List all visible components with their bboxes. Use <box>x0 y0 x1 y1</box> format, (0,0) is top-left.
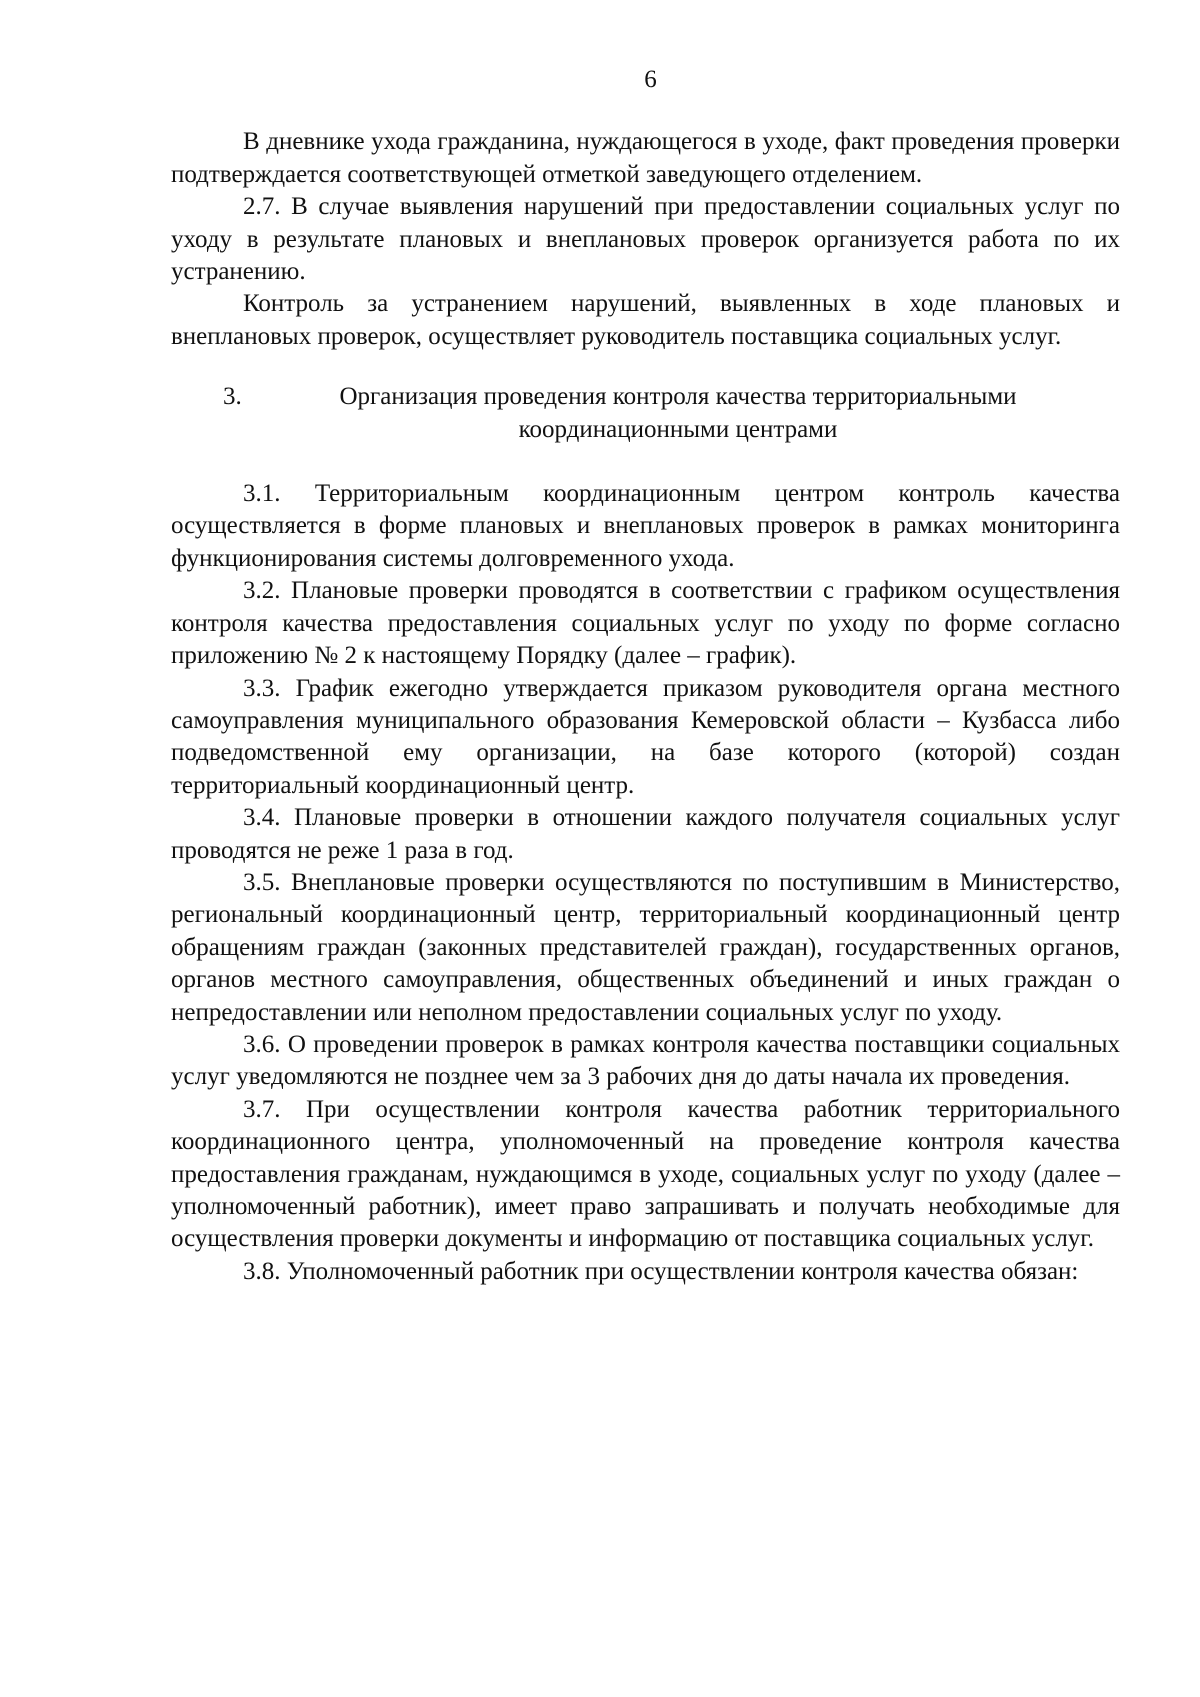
section-3-title-line-2: координационными центрами <box>518 415 838 443</box>
paragraph-3-5: 3.5. Внеплановые проверки осуществляются по поступившим в Министерство, региональный координационный центр, территориальный координационный центр обращениям граждан (законных представителей граждан), государственных органов, органов местного самоуправления, общественных объединений и иных граждан о непредоставлении или неполном предоставлении социальных услуг по уходу. <box>171 868 1120 1026</box>
paragraph-3-8: 3.8. Уполномоченный работник при осуществлении контроля качества обязан: <box>243 1257 1079 1285</box>
page-number: 6 <box>644 66 657 93</box>
paragraph-3-7: 3.7. При осуществлении контроля качества работник территориального координационного центра, уполномоченный на проведение контроля качества предоставления гражданам, нуждающимся в уходе, социальных услуг по уходу (далее – уполномоченный работник), имеет право запрашивать и получать необходимые для осуществления проверки документы и информацию от поставщика социальных услуг. <box>171 1095 1120 1253</box>
section-3-number: 3. <box>223 383 242 411</box>
paragraph-3-2: 3.2. Плановые проверки проводятся в соответствии с графиком осуществления контроля качества предоставления социальных услуг по уходу по форме согласно приложению № 2 к настоящему Порядку (далее – график). <box>171 577 1120 670</box>
paragraph-3-3: 3.3. График ежегодно утверждается приказом руководителя органа местного самоуправления муниципального образования Кемеровской области – Кузбасса либо подведомственной ему организации, на базе которого (которой) создан территориальный координационный центр. <box>171 674 1120 799</box>
section-3-title-line-1: Организация проведения контроля качества территориальными <box>339 383 1017 411</box>
section-3-heading <box>171 381 1120 446</box>
paragraph-control-elimination: Контроль за устранением нарушений, выявленных в ходе плановых и внеплановых проверок, осуществляет руководитель поставщика социальных услуг. <box>171 290 1120 350</box>
section-3-title <box>296 381 1120 446</box>
paragraph-3-6: 3.6. О проведении проверок в рамках контроля качества поставщики социальных услуг уведомляются не позднее чем за 3 рабочих дня до даты начала их проведения. <box>171 1030 1120 1091</box>
paragraph-3-4: 3.4. Плановые проверки в отношении каждого получателя социальных услуг проводятся не реже 1 раза в год. <box>171 804 1120 864</box>
spacer <box>171 353 1120 381</box>
paragraph-diary-mark: В дневнике ухода гражданина, нуждающегося в уходе, факт проведения проверки подтверждается соответствующей отметкой заведующего отделением. <box>171 128 1120 188</box>
spacer <box>171 446 1120 478</box>
paragraph-2-7: 2.7. В случае выявления нарушений при предоставлении социальных услуг по уходу в результате плановых и внеплановых проверок организуется работа по их устранению. <box>171 193 1120 286</box>
paragraph-3-1: 3.1. Территориальным координационным центром контроль качества осуществляется в форме плановых и внеплановых проверок в рамках мониторинга функционирования системы долговременного ухода. <box>171 480 1120 572</box>
